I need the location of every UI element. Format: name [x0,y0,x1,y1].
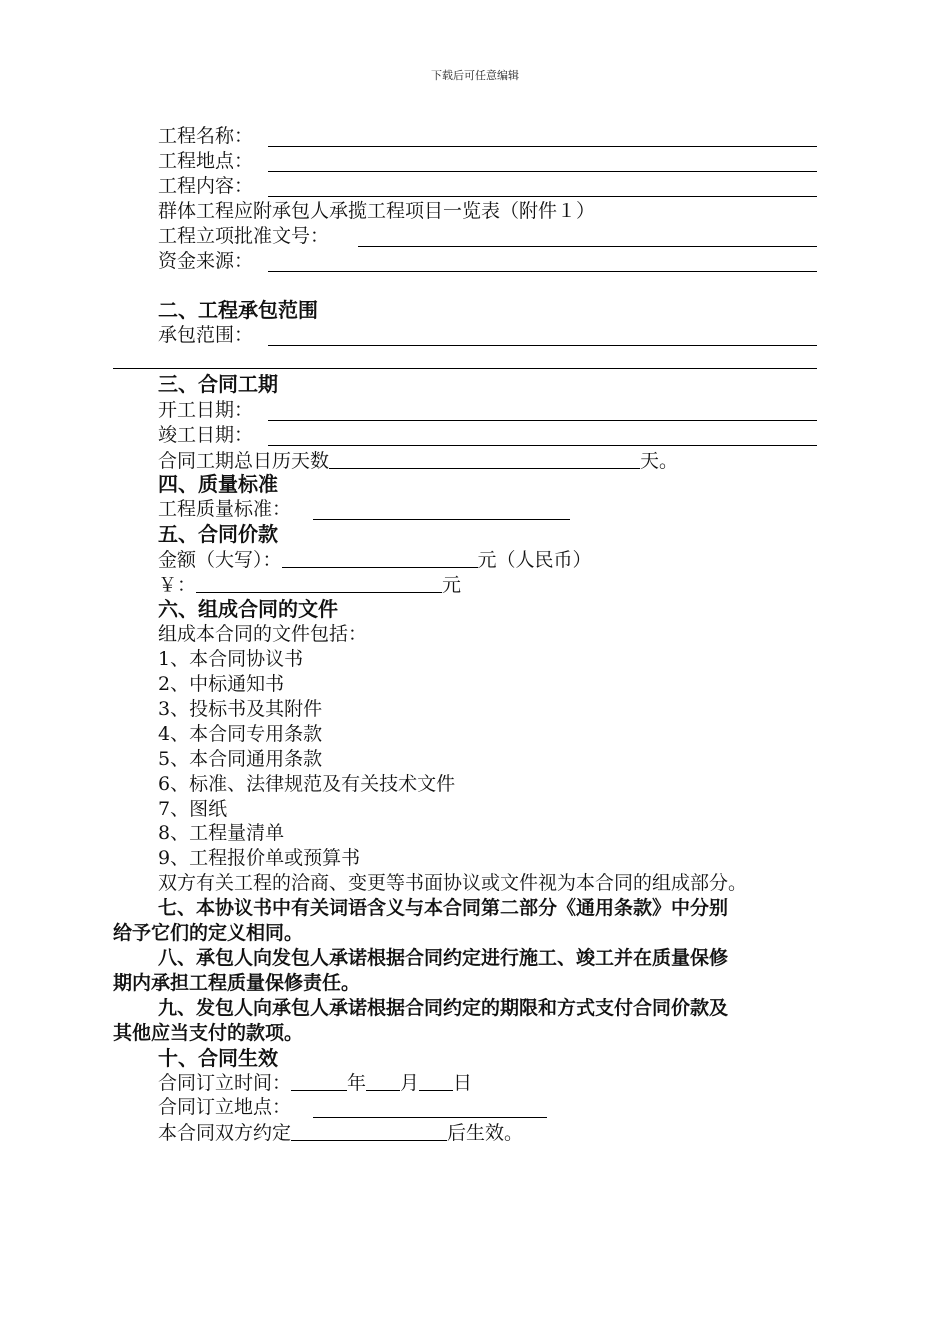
project-content-blank[interactable] [268,196,817,197]
total-days-label: 合同工期总日历天数 [158,450,330,472]
total-days-row [158,448,678,473]
section7-line2: 给予它们的定义相同。 [113,922,304,944]
amount-digits-label: ￥： [158,574,197,596]
total-days-blank[interactable] [329,448,640,469]
documents-closing: 双方有关工程的洽商、变更等书面协议或文件视为本合同的组成部分。 [158,872,748,894]
section3-heading: 三、合同工期 [158,372,278,396]
section7-line1: 七、本协议书中有关词语含义与本合同第二部分《通用条款》中分别 [158,897,729,919]
section8-line1: 八、承包人向发包人承诺根据合同约定进行施工、竣工并在质量保修 [158,947,729,969]
month-blank[interactable] [366,1070,400,1091]
amount-words-blank[interactable] [282,547,478,568]
section8-line2: 期内承担工程质量保修责任。 [113,972,361,994]
section9-line2: 其他应当支付的款项。 [113,1022,304,1044]
section9-line1: 九、发包人向承包人承诺根据合同约定的期限和方式支付合同价款及 [158,997,729,1019]
scope-label: 承包范围： [158,324,254,346]
documents-intro: 组成本合同的文件包括： [158,623,368,645]
day-label: 日 [453,1072,473,1094]
section7-clause [113,896,841,946]
section8-clause [113,946,841,996]
page-header: 下载后可任意编辑 [431,69,519,82]
document-item: 6、标准、法律规范及有关技术文件 [158,773,456,795]
finish-date-label: 竣工日期： [158,424,254,446]
signed-place-label: 合同订立地点： [158,1096,292,1118]
document-item: 5、本合同通用条款 [158,748,323,770]
section4-heading: 四、质量标准 [158,472,278,496]
signed-time-label: 合同订立时间： [158,1072,292,1094]
total-days-suffix: 天。 [640,450,679,472]
approval-number-label: 工程立项批准文号： [158,225,330,247]
quality-standard-blank[interactable] [313,519,570,520]
effective-condition-blank[interactable] [291,1120,447,1141]
fund-source-label: 资金来源： [158,250,254,272]
signed-place-blank[interactable] [313,1117,547,1118]
document-item: 3、投标书及其附件 [158,698,323,720]
amount-words-row [158,547,592,572]
scope-blank-continued[interactable] [113,368,817,369]
finish-date-blank[interactable] [268,445,817,446]
amount-digits-row [158,572,461,597]
document-item: 8、工程量清单 [158,822,285,844]
section9-clause [113,996,841,1046]
section10-heading: 十、合同生效 [158,1046,278,1070]
section6-heading: 六、组成合同的文件 [158,597,338,621]
project-location-label: 工程地点： [158,150,254,172]
day-blank[interactable] [419,1070,453,1091]
section5-heading: 五、合同价款 [158,522,278,546]
document-item: 9、工程报价单或预算书 [158,847,361,869]
start-date-blank[interactable] [268,420,817,421]
document-item: 2、中标通知书 [158,673,285,695]
effective-row [158,1120,523,1145]
quality-standard-label: 工程质量标准： [158,498,292,520]
document-item: 1、本合同协议书 [158,648,304,670]
project-name-label: 工程名称： [158,125,254,147]
project-content-label: 工程内容： [158,175,254,197]
year-blank[interactable] [291,1070,347,1091]
project-location-blank[interactable] [268,171,817,172]
amount-digits-suffix: 元 [442,574,462,596]
fund-source-blank[interactable] [268,271,817,272]
group-project-note: 群体工程应附承包人承揽工程项目一览表（附件１） [158,200,596,222]
document-item: 4、本合同专用条款 [158,723,323,745]
effective-label: 本合同双方约定 [158,1122,292,1144]
amount-digits-blank[interactable] [196,572,442,593]
scope-blank[interactable] [268,345,817,346]
year-label: 年 [347,1072,367,1094]
start-date-label: 开工日期： [158,399,254,421]
signed-time-row [158,1070,472,1095]
approval-number-blank[interactable] [358,246,817,247]
project-name-blank[interactable] [268,146,817,147]
month-label: 月 [400,1072,420,1094]
effective-suffix: 后生效。 [447,1122,524,1144]
section2-heading: 二、工程承包范围 [158,298,318,322]
document-item: 7、图纸 [158,798,228,820]
amount-words-suffix: 元（人民币） [477,549,592,571]
amount-words-label: 金额（大写）： [158,549,282,571]
